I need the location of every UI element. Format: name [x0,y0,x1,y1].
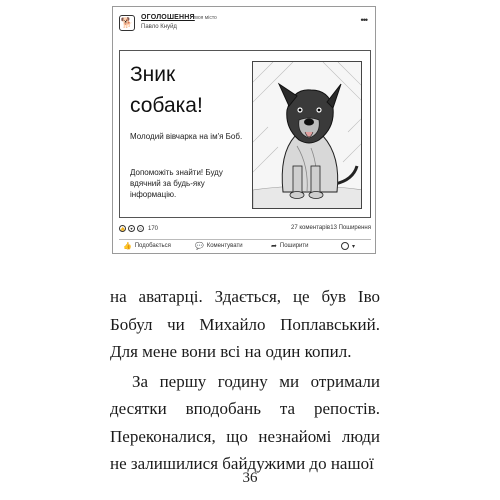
post-stats [119,225,371,235]
dog-photo[interactable] [252,61,362,209]
post-title-line1: Зник [130,63,176,86]
social-post-card [112,6,376,254]
thumbs-up-icon: 👍 [123,243,132,250]
post-actions [119,239,371,250]
wow-reaction-icon: ☺ [138,226,143,231]
post-description: Молодий вівчарка на ім'я Боб. [130,132,243,141]
post-request: Допоможіть знайти! Буду вдячний за будь-яку інформацію. [130,168,223,199]
post-title-line2: собака! [130,94,203,117]
share-button[interactable] [271,242,308,250]
group-avatar-icon[interactable]: 🐕 [119,15,135,31]
dog-illustration [253,62,362,209]
group-name-link[interactable]: ОГОЛОШЕННЯ [141,14,195,21]
shares-count[interactable]: 13 Поширення [330,225,371,231]
post-header [113,7,375,39]
comment-button[interactable] [195,242,243,250]
like-reaction-icon: 👍 [120,226,125,231]
reaction-avatar-selector[interactable] [341,242,355,250]
book-body-text [110,283,380,478]
page-number: 36 [242,470,258,486]
share-icon: ➦ [271,243,277,250]
share-label: Поширити [279,243,309,249]
author-name[interactable]: Павло Кнуйд [141,24,177,30]
reaction-count: 170 [148,225,159,232]
group-subtitle: твоя місто [193,15,217,21]
comment-label: Коментувати [206,243,243,249]
book-paragraph-1: на аватарці. Здається, це був Іво Бобул чи Михайло Поплавський. Для мене вони всі на один копил. [110,287,380,361]
like-label: Подобається [134,243,171,249]
book-paragraph-2: За першу годину ми отримали десятки вподобань та репостів. Переконалися, що незнайомі люди не залишилися байдужими до нашої [110,371,380,473]
heart-reaction-icon: ♥ [128,225,135,232]
comment-icon: 💬 [195,243,204,250]
like-button[interactable] [123,242,171,250]
user-avatar-icon [341,242,349,250]
reactions-summary[interactable] [119,225,158,232]
comments-count[interactable]: 27 коментарів [291,225,331,231]
chevron-down-icon: ▾ [352,243,356,250]
post-content [119,50,371,218]
more-dots-icon[interactable]: ••• [360,15,367,25]
post-title [130,59,240,121]
